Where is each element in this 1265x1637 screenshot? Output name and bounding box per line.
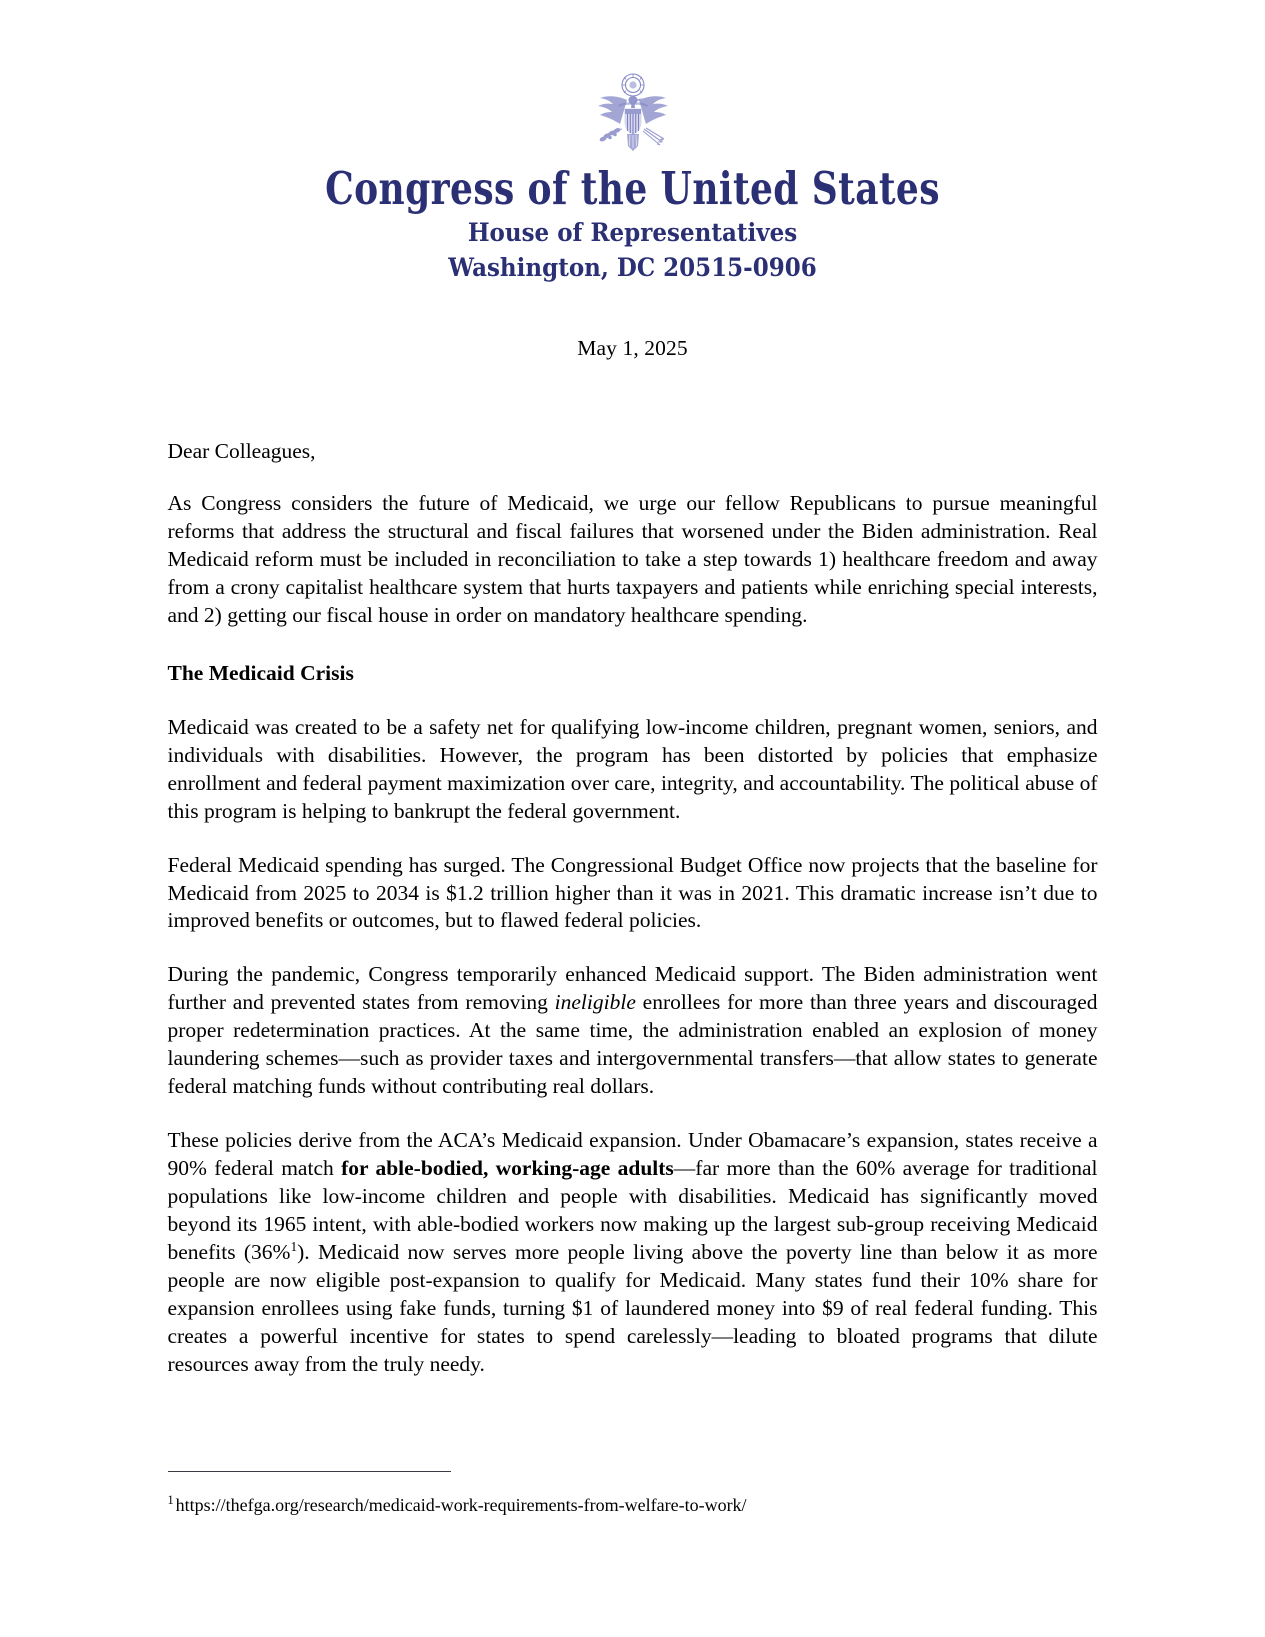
paragraph-pandemic-text-after: enrollees for more than three years and discouraged proper redetermination practices. At the same time, the administration enabled an explosion of money laundering schemes—such as provider taxes and intergovernmental transfers—that allow states to generate federal matching funds without contributing real dollars. — [167, 990, 1098, 1099]
letterhead-line-congress: Congress of the United States — [325, 162, 940, 216]
footnote-url[interactable]: https://thefga.org/research/medicaid-work-requirements-from-welfare-to-work/ — [175, 1494, 747, 1515]
paragraph-aca-expansion — [168, 1127, 1098, 1378]
letterhead-line-chamber: House of Representatives — [467, 218, 798, 248]
salutation: Dear Colleagues, — [167, 439, 316, 464]
section-heading-medicaid-crisis: The Medicaid Crisis — [167, 660, 354, 685]
footnote-entry — [168, 1494, 1098, 1517]
paragraph-cbo-spending: Federal Medicaid spending has surged. The Congressional Budget Office now projects that the baseline for Medicaid from 2025 to 2034 is $1.2 trillion higher than it was in 2021. This dramatic increase isn’t due to improved benefits or outcomes, but to flawed federal policies. — [167, 852, 1098, 933]
paragraph-aca-text-middle: —far more than the 60% average for traditional populations like low-income children and people with disabilities. Medicaid has significantly moved beyond its 1965 intent, with able-bodied workers now making up the largest sub-group receiving Medicaid benefits (36% — [167, 1156, 1098, 1264]
footnote-reference-marker[interactable]: 1 — [290, 1238, 298, 1254]
footnote-number: 1 — [167, 1492, 174, 1507]
paragraph-safety-net: Medicaid was created to be a safety net for qualifying low-income children, pregnant women, seniors, and individuals with disabilities. However, the program has been distorted by policies that emphasize enrollment and federal payment maximization over care, integrity, and accountability. The political abuse of this program is helping to bankrupt the federal government. — [167, 714, 1098, 823]
paragraph-intro: As Congress considers the future of Medicaid, we urge our fellow Republicans to pursue meaningful reforms that address the structural and fiscal failures that worsened under the Biden administration. Real Medicaid reform must be included in reconciliation to take a step towards 1) healthcare freedom and away from a crony capitalist healthcare system that hurts taxpayers and patients while enriching special interests, and 2) getting our fiscal house in order on mandatory healthcare spending. — [167, 491, 1098, 627]
letterhead-line-address: Washington, DC 20515-0906 — [448, 252, 817, 283]
emphasis-able-bodied-adults: for able-bodied, working-age adults — [341, 1156, 674, 1180]
footnote-area — [0, 1471, 1265, 1517]
paragraph-pandemic — [168, 961, 1098, 1101]
paragraph-pandemic-text-before: During the pandemic, Congress temporarily enhanced Medicaid support. The Biden administration went further and prevented states from removing — [167, 962, 1098, 1015]
footnote-separator-rule — [168, 1471, 451, 1472]
letterhead — [0, 0, 1265, 283]
great-seal-eagle-icon — [570, 72, 696, 158]
letter-date: May 1, 2025 — [577, 336, 688, 361]
letter-body — [168, 336, 1098, 1378]
paragraph-aca-text-after: ). Medicaid now serves more people living above the poverty line than below it as more people are now eligible post-expansion to qualify for Medicaid. Many states fund their 10% share for expansion enrollees using fake funds, turning $1 of laundered money into $9 of real federal funding. This creates a powerful incentive for states to spend carelessly—leading to bloated programs that dilute resources away from the truly needy. — [167, 1239, 1098, 1376]
emphasis-ineligible: ineligible — [554, 990, 636, 1015]
paragraph-aca-text-before: These policies derive from the ACA’s Medicaid expansion. Under Obamacare’s expansion, states receive a 90% federal match — [167, 1128, 1098, 1180]
